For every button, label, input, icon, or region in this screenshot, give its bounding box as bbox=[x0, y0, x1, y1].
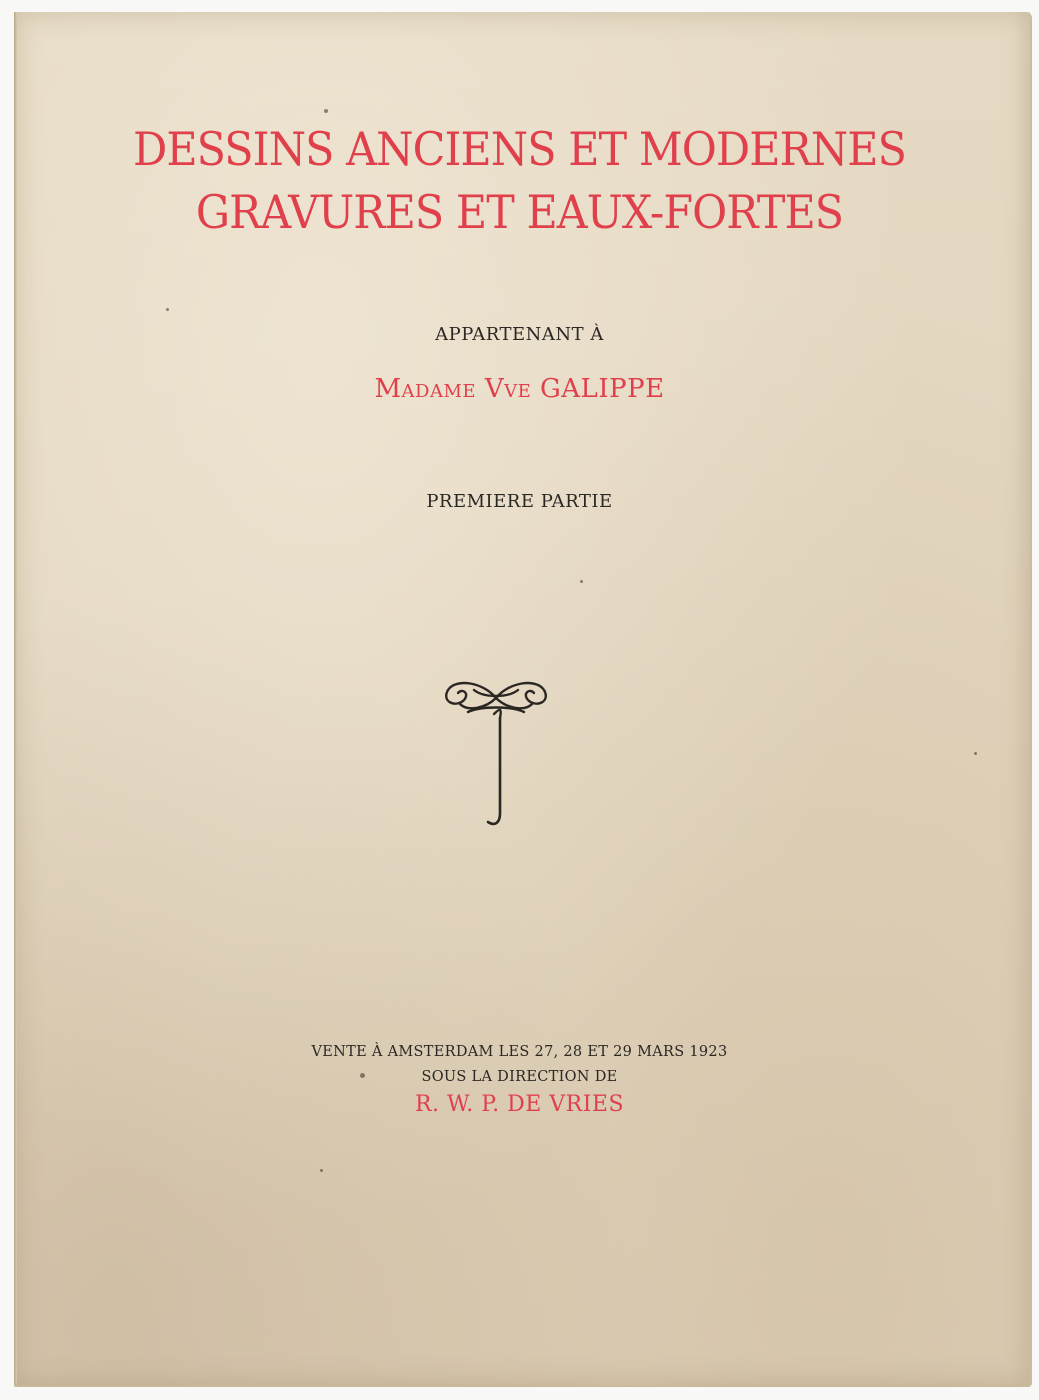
part-label: PREMIERE PARTIE bbox=[426, 491, 613, 512]
auctioneer-name: R. W. P. DE VRIES bbox=[414, 1092, 625, 1117]
cover-right-fold bbox=[1014, 12, 1030, 1385]
flourish-ornament-icon bbox=[438, 668, 558, 830]
sale-dates: VENTE À AMSTERDAM LES 27, 28 ET 29 MARS 1923 bbox=[311, 1044, 728, 1060]
paper-speck bbox=[580, 580, 583, 583]
paper-speck bbox=[166, 308, 169, 311]
owner-name: Madame Vve GALIPPE bbox=[374, 374, 665, 404]
cover-edge bbox=[14, 12, 17, 1385]
paper-speck bbox=[324, 109, 328, 113]
sale-direction-label: SOUS LA DIRECTION DE bbox=[421, 1069, 618, 1085]
appartenant-label: APPARTENANT À bbox=[435, 324, 604, 345]
paper-speck bbox=[974, 752, 977, 755]
paper-speck bbox=[320, 1169, 323, 1172]
title-line-2: GRAVURES ET EAUX-FORTES bbox=[195, 185, 844, 239]
title-line-1: DESSINS ANCIENS ET MODERNES bbox=[132, 122, 906, 176]
